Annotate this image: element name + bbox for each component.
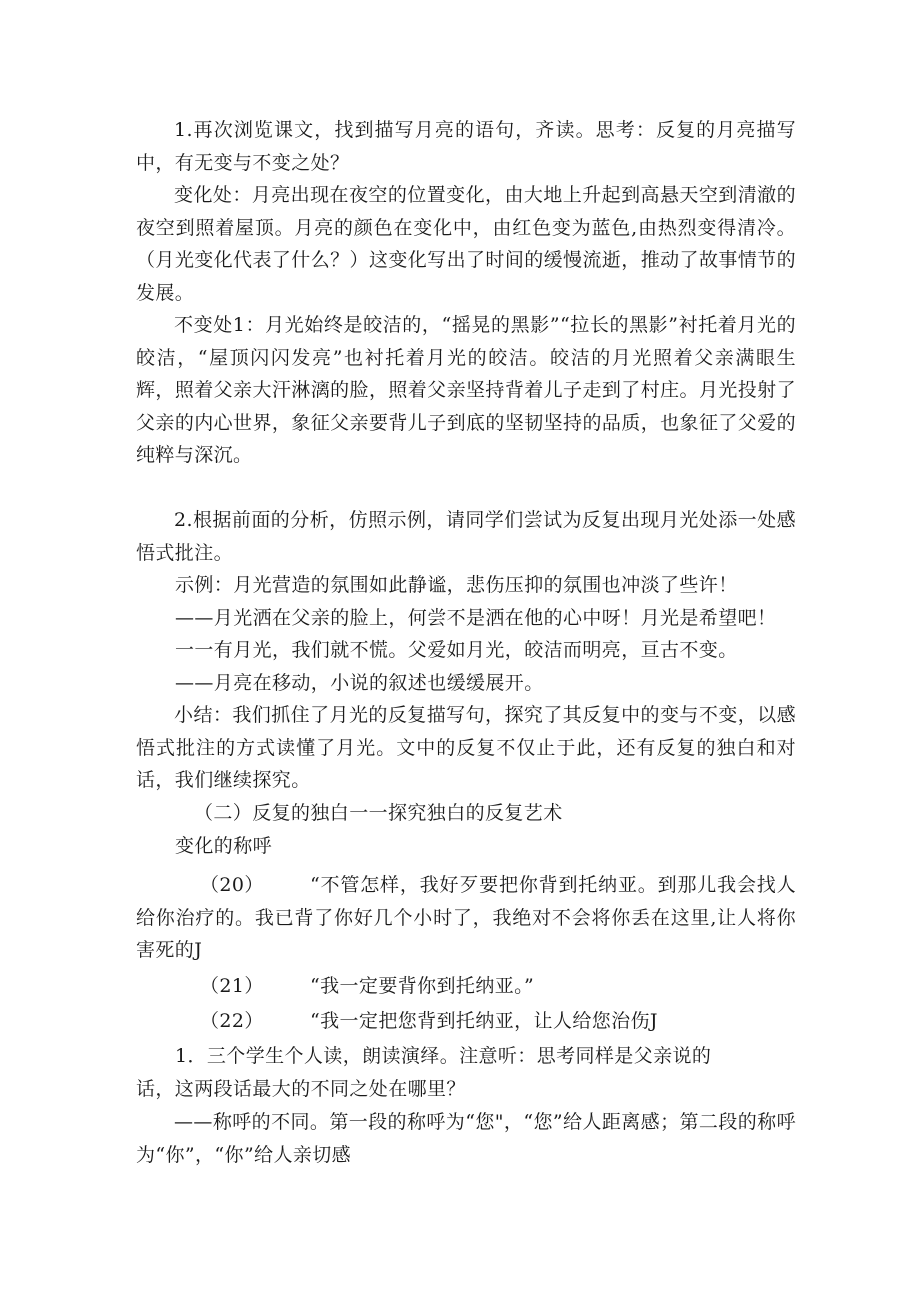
answer-paragraph: ——称呼的不同。第一段的称呼为“您"，“您”给人距离感；第二段的称呼为“你”，“你”给人亲切感 <box>136 1111 796 1166</box>
quote-20-number: （20） <box>200 874 264 896</box>
change-paragraph: 变化处：月亮出现在夜空的位置变化，由大地上升起到高悬天空到清澈的夜空到照着屋顶。月亮的颜色在变化中，由红色变为蓝色,由热烈变得清冷。（月光变化代表了什么？）这变化写出了时间的缓慢流逝，推动了故事情节的发展。 <box>136 184 796 304</box>
example-line: 示例：月光营造的氛围如此静谧，悲伤压抑的氛围也冲淡了些许！ <box>175 574 738 596</box>
task-line-1: 1．三个学生个人读，朗读演绎。注意听：思考同样是父亲说的 <box>175 1045 712 1067</box>
quote-21-text: “我一定要背你到托纳亚。” <box>310 975 535 997</box>
question-1: 1.再次浏览课文，找到描写月亮的语句，齐读。思考：反复的月亮描写中，有无变与不变之处？ <box>136 119 796 174</box>
summary-paragraph: 小结：我们抓住了月光的反复描写句，探究了其反复中的变与不变，以感悟式批注的方式读懂了月光。文中的反复不仅止于此，还有反复的独白和对话，我们继续探究。 <box>136 704 796 791</box>
task-line-2: 话，这两段话最大的不同之处在哪里？ <box>136 1078 466 1100</box>
unchanged-paragraph: 不变处1：月光始终是皎洁的，“摇晃的黑影”“拉长的黑影”衬托着月光的皎洁，“屋顶闪闪发亮”也衬托着月光的皎洁。皎洁的月光照着父亲满眼生辉，照着父亲大汗淋漓的脸，照着父亲坚持背着儿子走到了村庄。月光投射了父亲的内心世界，象征父亲要背儿子到底的坚韧坚持的品质，也象征了父爱的纯粹与深沉。 <box>136 314 796 466</box>
section-heading: （二）反复的独白一一探究独白的反复艺术 <box>194 802 563 824</box>
annotation-3: ——月亮在移动，小说的叙述也缓缓展开。 <box>175 672 544 694</box>
annotation-1: ——月光洒在父亲的脸上，何尝不是洒在他的心中呀！月光是希望吧！ <box>175 607 777 629</box>
quote-20-text: “不管怎样，我好歹要把你背到托纳亚。到那儿我会找人给你治疗的。我已背了你好几个小时了，我绝对不会将你丢在这里,让人将你害死的J <box>136 874 796 961</box>
quote-22-text: “我一定把您背到托纳亚，让人给您治伤J <box>310 1010 658 1032</box>
annotation-2: 一一有月光，我们就不慌。父爱如月光，皎洁而明亮，亘古不变。 <box>175 639 738 661</box>
quote-22-number: （22） <box>200 1010 264 1032</box>
sub-heading: 变化的称呼 <box>175 835 273 857</box>
question-2: 2.根据前面的分析，仿照示例，请同学们尝试为反复出现月光处添一处感悟式批注。 <box>136 509 796 564</box>
quote-21-number: （21） <box>200 975 264 997</box>
